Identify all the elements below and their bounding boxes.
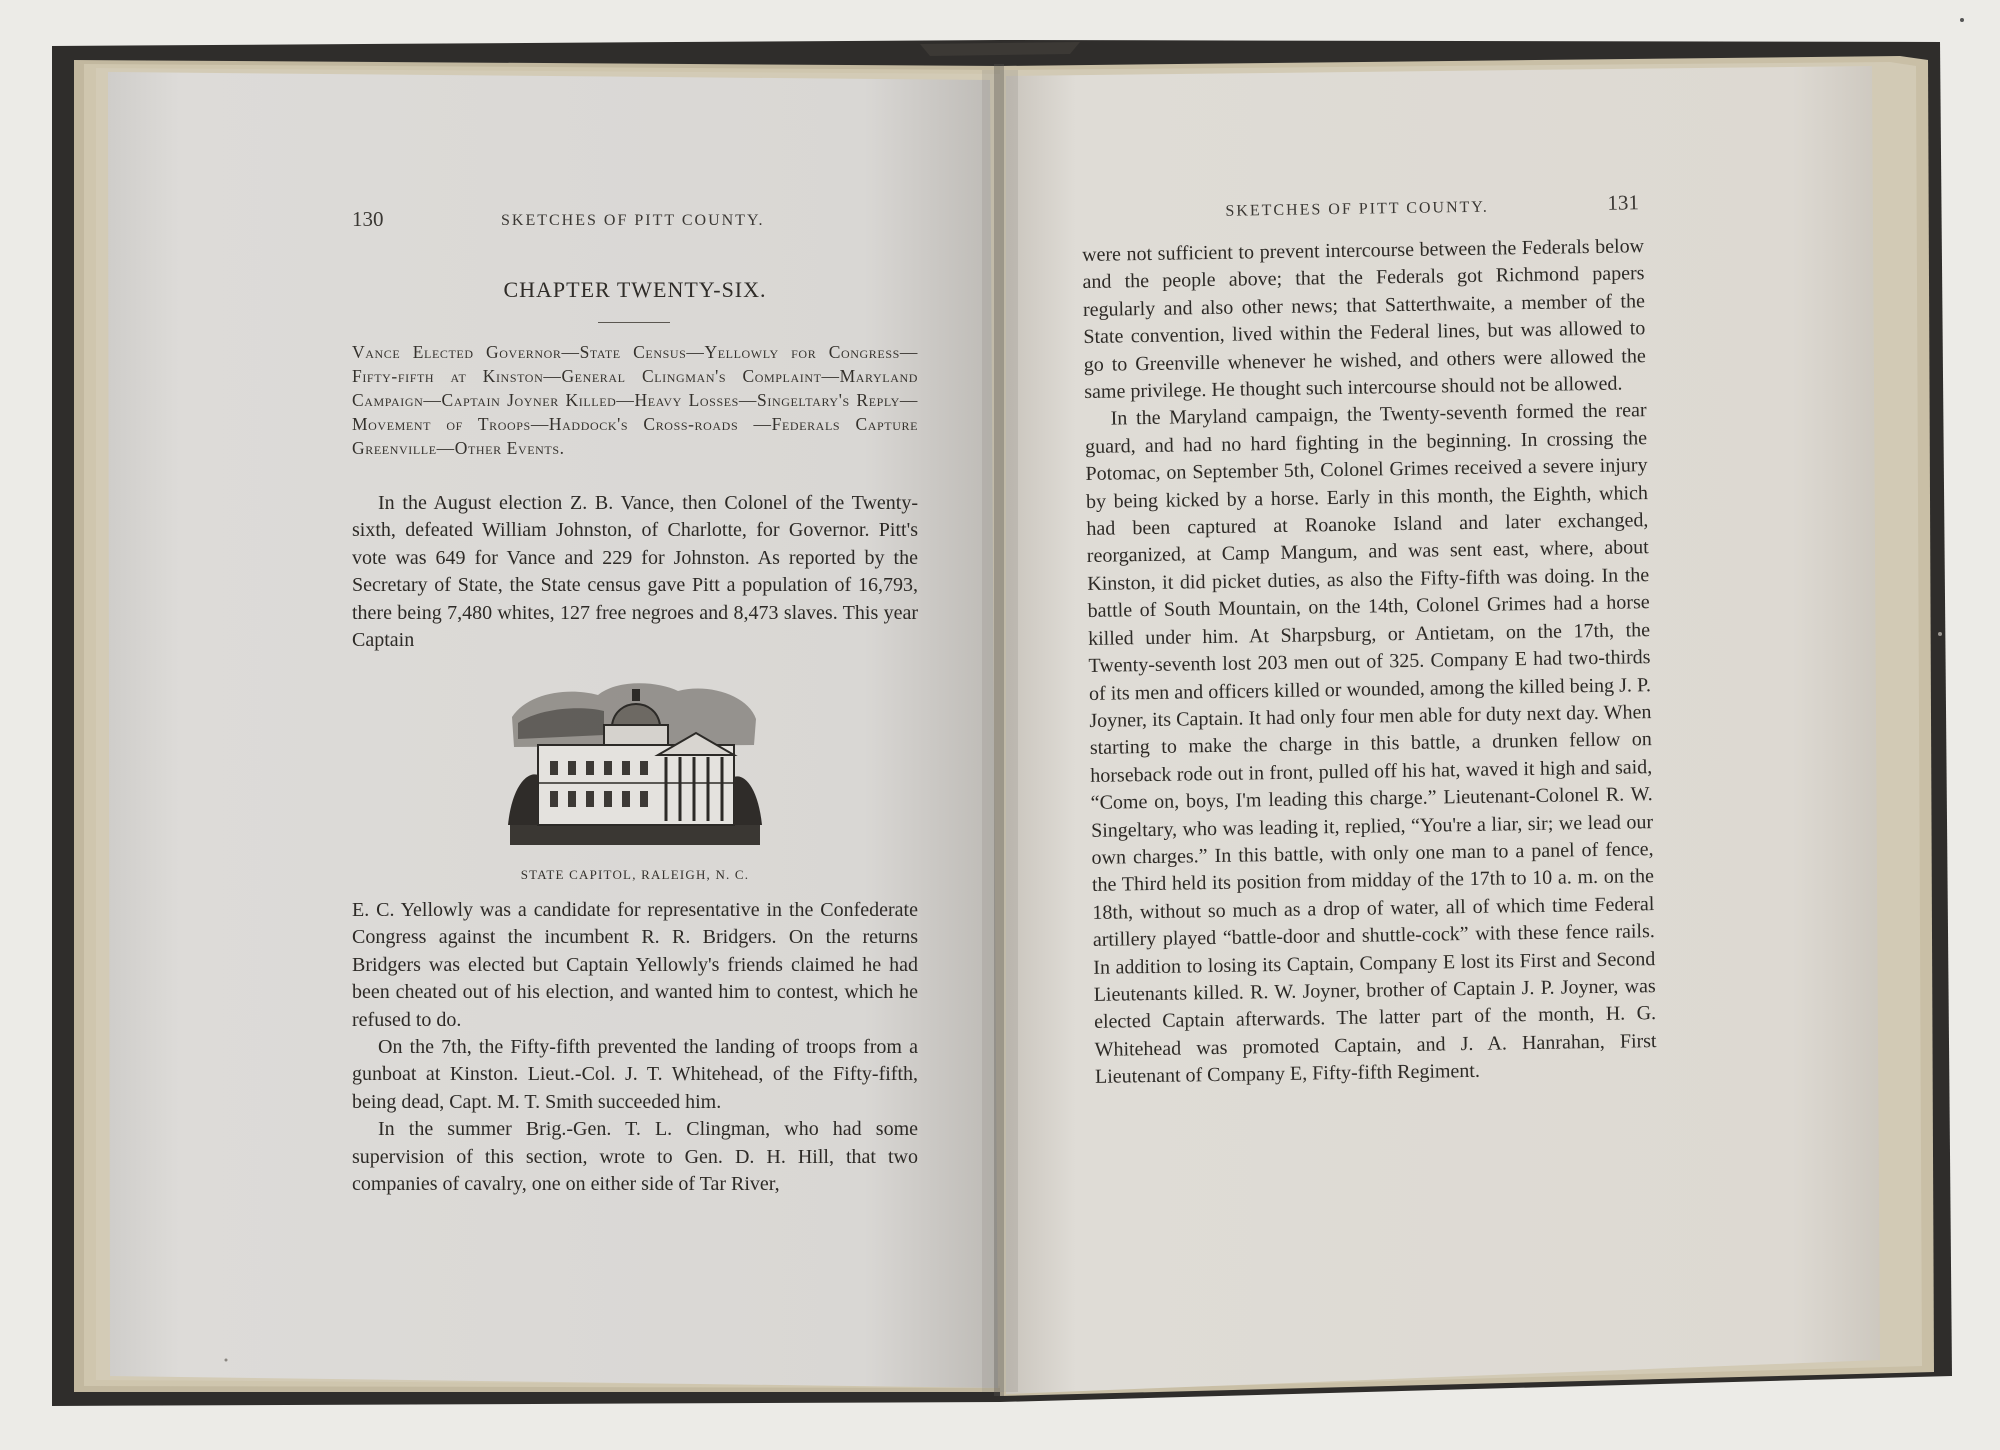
image-caption: STATE CAPITOL, RALEIGH, N. C. [520,867,750,882]
paragraph: In the August election Z. B. Vance, then Colonel of the Twenty-sixth, defeated William Johnston, of Charlotte, for Governor. Pitt's vote was 649 for Vance and 229 for Johnston. As reported by the Secretary of State, the State census gave Pitt a population of 16,793, there being 7,480 whites, 127 free negroes and 8,473 slaves. This year Captain [352,492,918,652]
chapter-rule [598,322,670,323]
paragraph: On the 7th, the Fifty-fifth prevented the landing of troops from a gunboat at Kinston. Lieut.-Col. J. T. Whitehead, of the Fifty-fifth, being dead, Capt. M. T. Smith succeeded him. [352,1036,918,1113]
left-text-before-image [352,490,918,654]
right-text [1082,233,1657,1091]
state-capitol-engraving [508,675,762,855]
left-running-head: SKETCHES OF PITT COUNTY. [501,212,765,229]
left-page-number: 130 [352,207,384,231]
paragraph: In the summer Brig.-Gen. T. L. Clingman, who had some supervision of this section, wrote to Gen. D. H. Hill, that two companies of cavalry, one on either side of Tar River, [352,1118,918,1196]
chapter-title: CHAPTER TWENTY-SIX. [503,277,767,302]
left-text-after-image [352,897,918,1198]
paragraph-continuation: E. C. Yellowly was a candidate for representative in the Confederate Congress against the incumbent R. R. Bridgers. On the returns Bridgers was elected but Captain Yellowly's friends claimed he had been cheated out of his election, and wanted him to contest, which he refused to do. [352,899,918,1031]
right-page-number: 131 [1607,190,1640,215]
chapter-summary: Vance Elected Governor—State Census—Yellowly for Congress—Fifty-fifth at Kinston—General Clingman's Complaint—Maryland Campaign—Captain Joyner Killed—Heavy Losses—Singeltary's Reply—Movement of Troops—Haddock's Cross-roads —Federals Capture Greenville—Other Events. [352,342,918,458]
right-running-head: SKETCHES OF PITT COUNTY. [1225,198,1489,220]
paragraph-continuation: were not sufficient to prevent intercourse between the Federals below and the people above; that the Federals got Richmond papers regularly and also other news; that Satterthwaite, a member of the State convention, lived within the Federal lines, but was allowed to go to Greenville whenever he wished, and others were allowed the same privilege. He thought such intercourse should not be allowed. [1081,235,1646,404]
paragraph: In the Maryland campaign, the Twenty-seventh formed the rear guard, and had no hard fighting in the beginning. In crossing the Potomac, on September 5th, Colonel Grimes received a severe injury by being kicked by a horse. Early in this month, the Eighth, which had been captured at Roanoke Island and later exchanged, reorganized, at Camp Mangum, and was sent east, where, about Kinston, it did picket duties, as also the Fifty-fifth was doing. In the battle of South Mountain, on the 14th, Colonel Grimes had a horse killed under him. At Sharpsburg, or Antietam, on the 17th, the Twenty-seventh lost 203 men out of 325. Company E had two-thirds of its men and officers killed or wounded, among the killed being J. P. Joyner, its Captain. It had only four men able for duty next day. When starting to make the charge in this battle, a drunken fellow on horseback rode out in front, pulled off his hat, waved it high and said, “Come on, boys, I'm leading this charge.” Lieutenant-Colonel R. W. Singeltary, who was leading it, replied, “You're a liar, sir; we lead our own charges.” In this battle, with only one man to a panel of fence, the Third held its position from midday of the 17th to 10 a. m. on the 18th, without so much as a drop of water, all of which time Federal artillery played “battle-door and shuttle-cock” with these fence rails. In addition to losing its Captain, Company E lost its First and Second Lieutenants killed. R. W. Joyner, brother of Captain J. P. Joyner, was elected Captain afterwards. The latter part of the month, H. G. Whitehead was promoted Captain, and J. A. Hanrahan, First Lieutenant of Company E, Fifty-fifth Regiment. [1084,399,1657,1089]
